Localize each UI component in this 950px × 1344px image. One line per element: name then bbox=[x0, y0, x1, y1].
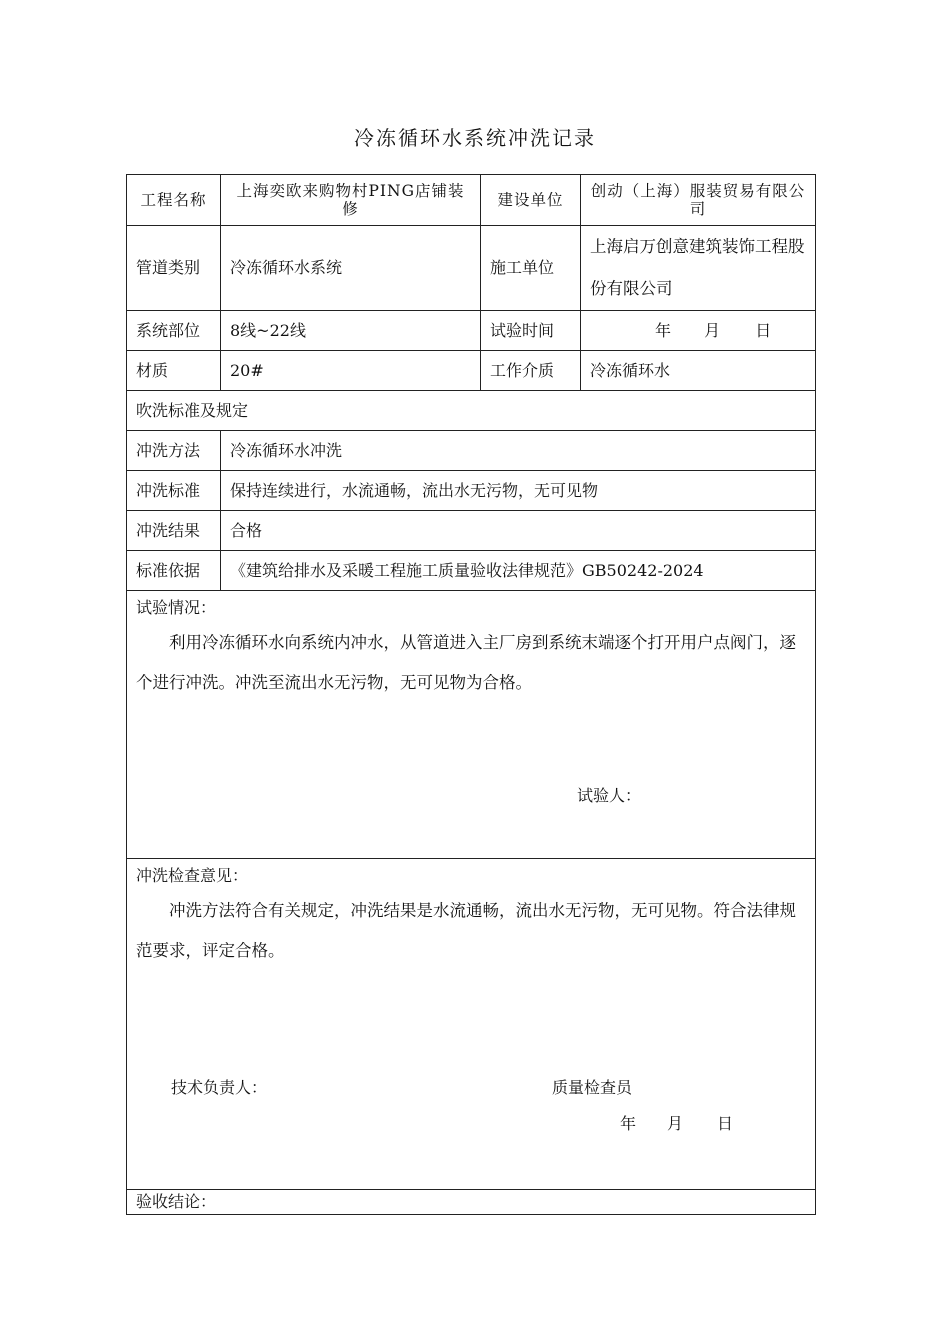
row-criterion bbox=[127, 471, 816, 511]
row-inspection bbox=[127, 859, 816, 1190]
test-time-value bbox=[581, 311, 816, 351]
project-name-label: 工程名称 bbox=[127, 175, 221, 226]
row-result bbox=[127, 511, 816, 551]
contractor-value: 上海启万创意建筑装饰工程股份有限公司 bbox=[581, 226, 816, 311]
row-pipe-type bbox=[127, 226, 816, 311]
test-time-month: 月 bbox=[704, 320, 721, 340]
result-label: 冲洗结果 bbox=[127, 511, 221, 551]
test-time-year: 年 bbox=[655, 320, 672, 340]
method-value: 冷冻循环水冲洗 bbox=[221, 431, 816, 471]
qc-inspector-label: 质量检查员 bbox=[552, 1078, 633, 1097]
row-basis bbox=[127, 551, 816, 591]
test-label: 试验情况： bbox=[136, 598, 217, 617]
contractor-label: 施工单位 bbox=[481, 226, 581, 311]
medium-value: 冷冻循环水 bbox=[581, 351, 816, 391]
page-title: 冷冻循环水系统冲洗记录 bbox=[354, 126, 596, 150]
client-label: 建设单位 bbox=[481, 175, 581, 226]
row-method bbox=[127, 431, 816, 471]
project-name-value: 上海奕欧来购物村PING店铺装修 bbox=[221, 175, 481, 226]
pipe-type-value: 冷冻循环水系统 bbox=[221, 226, 481, 311]
inspection-label: 冲洗检查意见： bbox=[136, 866, 249, 885]
basis-label: 标准依据 bbox=[127, 551, 221, 591]
criterion-label: 冲洗标准 bbox=[127, 471, 221, 511]
standards-section-title: 吹洗标准及规定 bbox=[127, 391, 816, 431]
row-standards-title bbox=[127, 391, 816, 431]
inspection-section bbox=[127, 859, 816, 1190]
inspection-date-year: 年 bbox=[620, 1114, 637, 1133]
tester-label: 试验人： bbox=[577, 786, 642, 805]
tech-lead-label: 技术负责人： bbox=[171, 1078, 268, 1097]
row-material bbox=[127, 351, 816, 391]
inspection-text: 冲洗方法符合有关规定，冲洗结果是水流通畅，流出水无污物，无可见物。符合法律规范要求，评定合格。 bbox=[136, 901, 796, 960]
system-part-value: 8线~22线 bbox=[221, 311, 481, 351]
result-value: 合格 bbox=[221, 511, 816, 551]
row-system-part bbox=[127, 311, 816, 351]
row-acceptance bbox=[127, 1190, 816, 1215]
row-project bbox=[127, 175, 816, 226]
pipe-type-label: 管道类别 bbox=[127, 226, 221, 311]
criterion-value: 保持连续进行，水流通畅，流出水无污物，无可见物 bbox=[221, 471, 816, 511]
test-time-label: 试验时间 bbox=[481, 311, 581, 351]
test-time-day: 日 bbox=[755, 320, 772, 340]
system-part-label: 系统部位 bbox=[127, 311, 221, 351]
material-value: 20# bbox=[221, 351, 481, 391]
basis-value: 《建筑给排水及采暖工程施工质量验收法律规范》GB50242-2024 bbox=[221, 551, 816, 591]
medium-label: 工作介质 bbox=[481, 351, 581, 391]
inspection-date-day: 日 bbox=[717, 1114, 734, 1133]
inspection-date-month: 月 bbox=[667, 1114, 684, 1133]
test-text: 利用冷冻循环水向系统内冲水，从管道进入主厂房到系统末端逐个打开用户点阀门，逐个进行冲洗。冲洗至流出水无污物，无可见物为合格。 bbox=[136, 633, 796, 692]
row-test bbox=[127, 591, 816, 859]
test-section bbox=[127, 591, 816, 859]
flush-record-table bbox=[126, 174, 816, 1215]
client-value: 创动（上海）服装贸易有限公司 bbox=[581, 175, 816, 226]
acceptance-label: 验收结论： bbox=[127, 1190, 816, 1215]
material-label: 材质 bbox=[127, 351, 221, 391]
method-label: 冲洗方法 bbox=[127, 431, 221, 471]
